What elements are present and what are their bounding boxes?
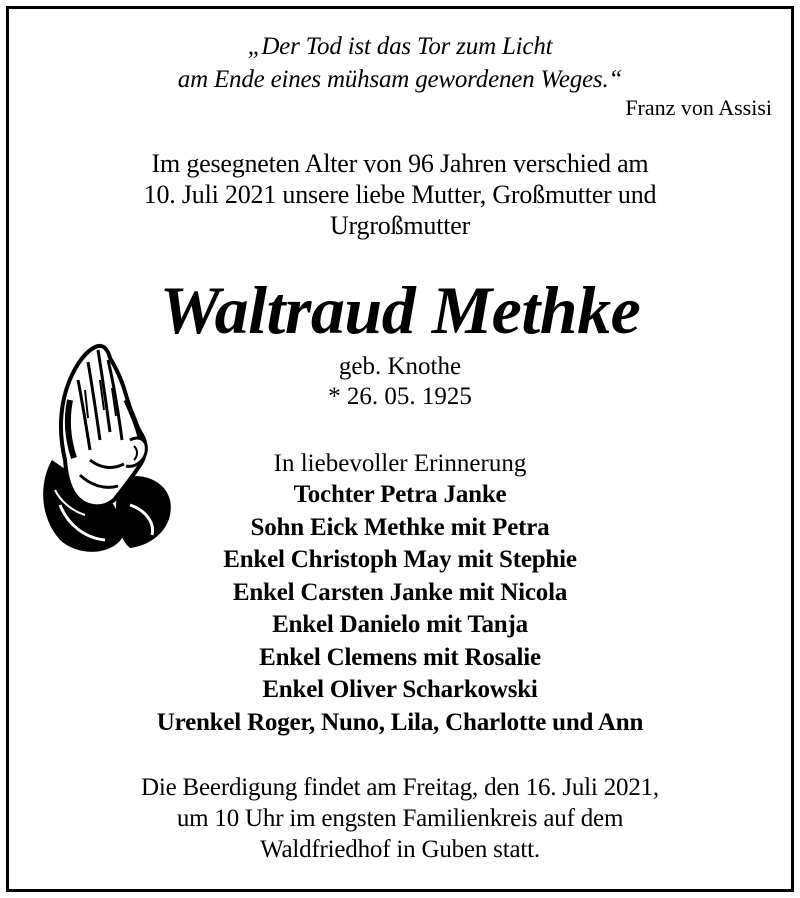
birth-date: * 26. 05. 1925 [328,383,472,410]
list-item: Enkel Oliver Scharkowski [262,676,538,703]
funeral-notice [0,772,800,865]
list-item: Sohn Eick Methke mit Petra [250,513,550,541]
funeral-line-3: Waldfriedhof in Guben statt. [260,836,540,863]
memory-heading: In liebevoller Erinnerung [273,450,527,477]
intro-line-1: Im gesegneten Alter von 96 Jahren verschied am [151,149,649,178]
list-item: Enkel Christoph May mit Stephie [223,546,577,573]
funeral-line-2: um 10 Uhr im engsten Familienkreis auf dem [176,805,624,832]
funeral-line-1: Die Beerdigung findet am Freitag, den 16. Juli 2021, [141,774,659,801]
quote-author: Franz von Assisi [625,95,772,120]
intro-line-3: Urgroßmutter [329,211,471,240]
list-item: Enkel Danielo mit Tanja [272,611,528,638]
deceased-name: Waltraud Methke [159,272,641,348]
list-item: Tochter Petra Janke [293,481,507,508]
intro-text [0,148,800,241]
intro-line-2: 10. Juli 2021 unsere liebe Mutter, Großmutter und [143,180,657,209]
list-item: Enkel Carsten Janke mit Nicola [232,578,568,606]
quote-line-2: am Ende eines mühsam gewordenen Weges.“ [177,66,623,93]
quote [0,30,800,96]
list-item: Urenkel Roger, Nuno, Lila, Charlotte und Ann [156,708,644,736]
mourners-list [0,479,800,739]
list-item: Enkel Clemens mit Rosalie [259,643,541,671]
maiden-name: geb. Knothe [338,353,462,380]
quote-line-1: „Der Tod ist das Tor zum Licht [247,33,553,60]
